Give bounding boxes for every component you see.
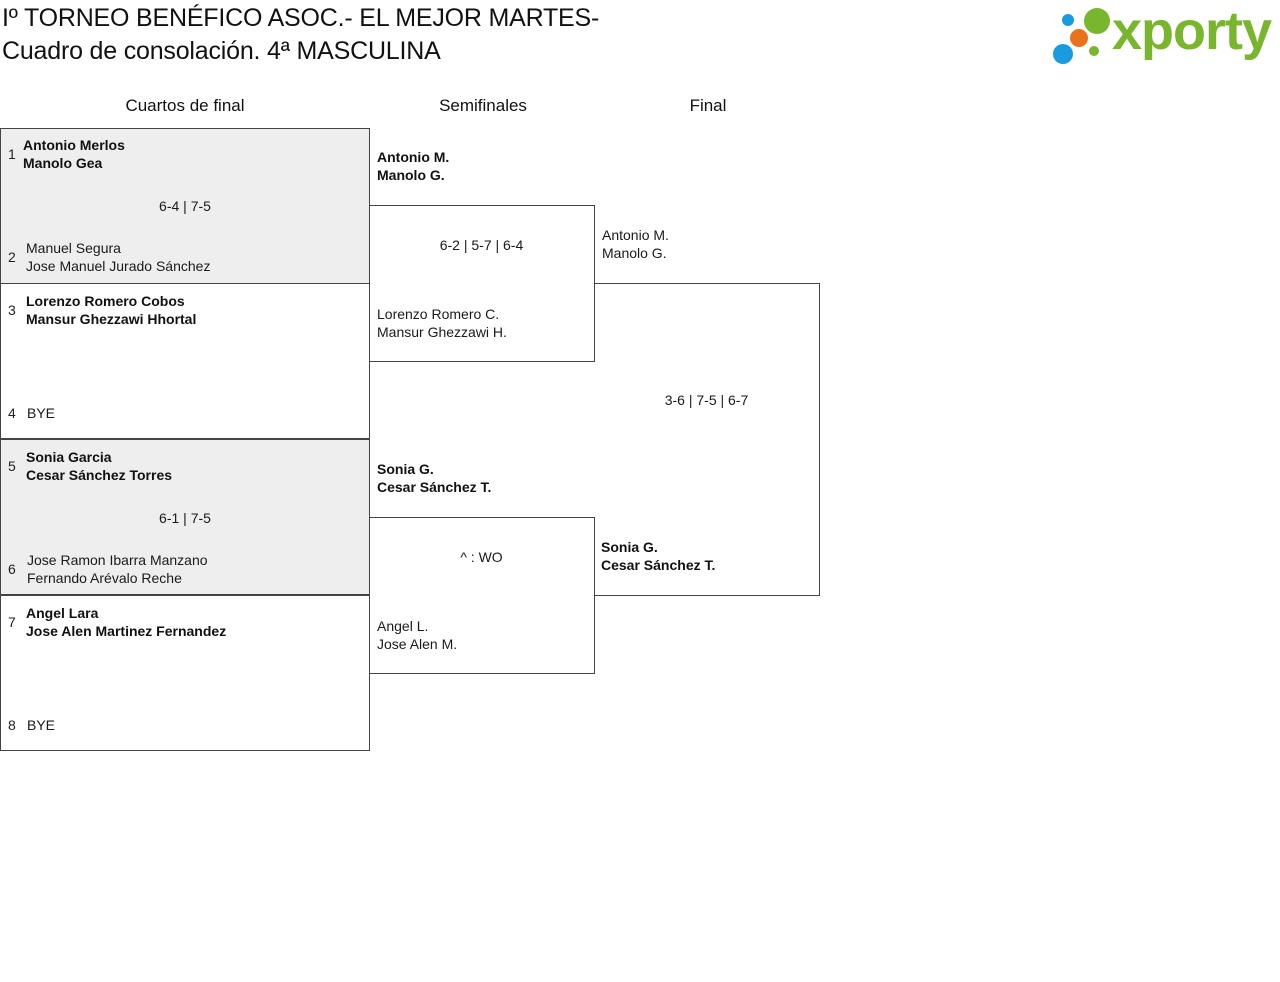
player-name[interactable]: Mansur Ghezzawi H.	[377, 324, 507, 340]
player-name[interactable]: Antonio M.	[602, 227, 669, 243]
player-name[interactable]: Lorenzo Romero C.	[377, 306, 500, 322]
player-name[interactable]: Jose Alen Martinez Fernandez	[26, 623, 227, 639]
round-heading-final: Final	[689, 96, 727, 115]
player-name[interactable]: Manolo G.	[377, 167, 445, 183]
player-name[interactable]: Jose Ramon Ibarra Manzano	[27, 552, 208, 568]
seed-number: 1	[8, 146, 16, 162]
quarterfinal-match-4	[0, 595, 370, 751]
match-score: 3-6 | 7-5 | 6-7	[664, 392, 749, 408]
player-name[interactable]: Sonia Garcia	[26, 449, 112, 465]
quarterfinal-match-1	[0, 128, 370, 284]
logo-text: xporty	[1112, 1, 1272, 61]
player-name[interactable]: Jose Manuel Jurado Sánchez	[26, 258, 211, 274]
seed-number: 7	[8, 614, 16, 630]
player-name[interactable]: Antonio M.	[377, 149, 450, 165]
title-line-1: Iº TORNEO BENÉFICO ASOC.- EL MEJOR MARTES-	[2, 4, 600, 32]
player-name[interactable]: Sonia G.	[601, 539, 658, 555]
player-name[interactable]: Antonio Merlos	[23, 137, 125, 153]
seed-number: 3	[8, 302, 16, 318]
match-score: 6-4 | 7-5	[159, 198, 211, 214]
player-name[interactable]: Angel L.	[377, 618, 429, 634]
player-name[interactable]: Fernando Arévalo Reche	[27, 570, 182, 586]
bye-label: BYE	[27, 717, 56, 733]
round-heading-quarterfinals: Cuartos de final	[125, 96, 245, 115]
seed-number: 8	[8, 717, 16, 733]
player-name[interactable]: Cesar Sánchez T.	[377, 479, 492, 495]
semifinal-match-2	[369, 517, 595, 674]
player-name[interactable]: Lorenzo Romero Cobos	[26, 293, 185, 309]
player-name[interactable]: Cesar Sánchez T.	[601, 557, 716, 573]
player-name[interactable]: Sonia G.	[377, 461, 434, 477]
seed-number: 6	[8, 561, 16, 577]
bye-label: BYE	[27, 405, 56, 421]
match-score: 6-1 | 7-5	[159, 510, 211, 526]
seed-number: 2	[8, 249, 16, 265]
final-match	[594, 283, 820, 596]
player-name[interactable]: Manolo G.	[602, 245, 667, 261]
title-line-2: Cuadro de consolación. 4ª MASCULINA	[2, 37, 441, 65]
xporty-logo[interactable]	[1050, 1, 1276, 66]
page-title	[2, 2, 599, 68]
quarterfinal-match-3	[0, 439, 370, 595]
semifinal-match-1	[369, 205, 595, 362]
seed-number: 4	[8, 405, 16, 421]
seed-number: 5	[8, 458, 16, 474]
match-score: ^ : WO	[460, 549, 503, 565]
player-name[interactable]: Angel Lara	[26, 605, 99, 621]
player-name[interactable]: Manolo Gea	[23, 155, 103, 171]
quarterfinal-match-2	[0, 283, 370, 439]
player-name[interactable]: Cesar Sánchez Torres	[26, 467, 173, 483]
player-name[interactable]: Mansur Ghezzawi Hhortal	[26, 311, 197, 327]
player-name[interactable]: Jose Alen M.	[377, 636, 458, 652]
round-heading-semifinals: Semifinales	[439, 96, 527, 115]
logo-dots-icon	[1050, 4, 1112, 66]
player-name[interactable]: Manuel Segura	[26, 240, 121, 256]
match-score: 6-2 | 5-7 | 6-4	[439, 237, 524, 253]
